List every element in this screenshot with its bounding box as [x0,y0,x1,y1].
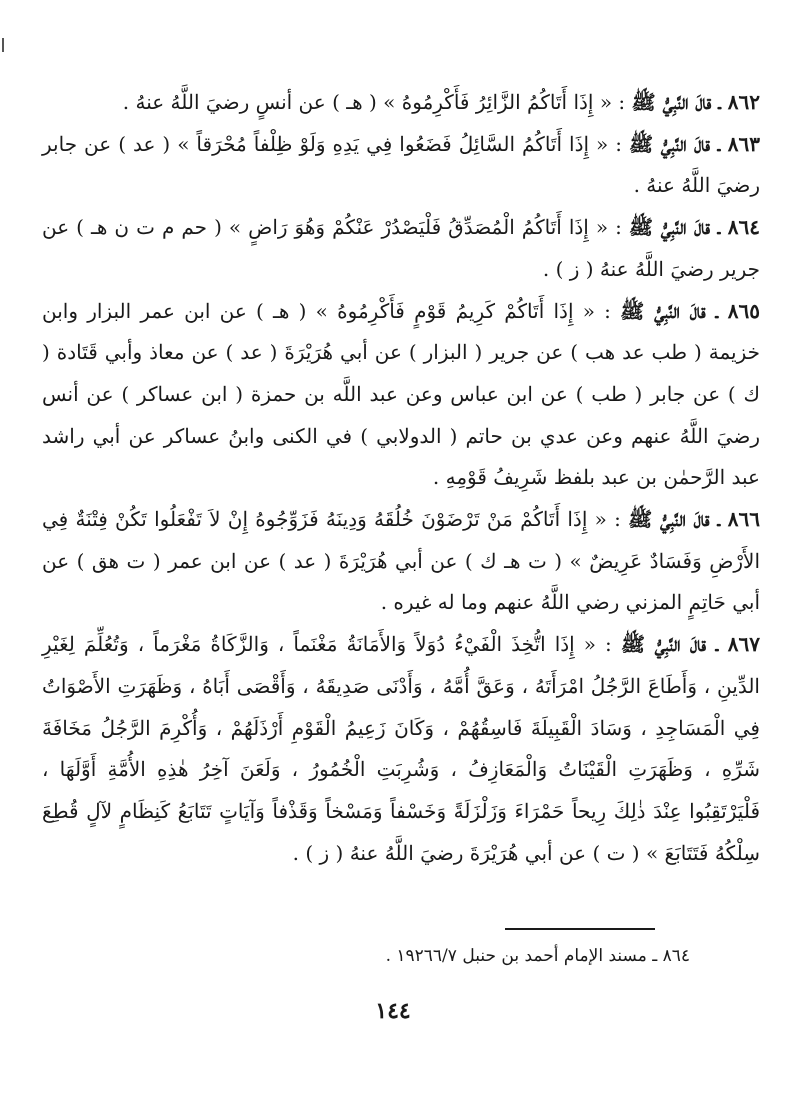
colon: : [608,215,629,240]
hadith-text: « إِذَا اتُّخِذَ الْفَيْءُ دُوَلاً وَالأَمَانَةُ مَغْنَماً ، وَالزَّكَاةُ مَغْرَماً ، وَتُعُلِّمَ لِغَيْرِ الدِّينِ ، وَأَطَاعَ الرَّجُلُ امْرَأَتَهُ ، وَعَقَّ أُمَّهُ ، وَأَدْنَى صَدِيقَهُ ، وَأَقْصَى أَبَاهُ ، وَظَهَرَتِ الأَصْوَاتُ فِي الْمَسَاجِدِ ، وَسَادَ الْقَبِيلَةَ فَاسِقُهُمْ ، وَكَانَ زَعِيمُ الْقَوْمِ أَرْذَلَهُمْ ، وَأُكْرِمَ الرَّجُلُ مَخَافَةَ شَرِّهِ ، وَظَهَرَتِ الْقَيْنَاتُ وَالْمَعَازِفُ ، وَشُرِبَتِ الْخُمُورُ ، وَلَعَنَ آخِرُ هٰذِهِ الأُمَّةِ أَوَّلَهَا ، فَلْيَرْتَقِبُوا عِنْدَ ذٰلِكَ رِيحاً حَمْرَاءَ وَزَلْزَلَةً وَخَسْفاً وَمَسْخاً وَقَذْفاً وَآيَاتٍ تَتَابَعُ كَنِظَامٍ لآلٍ قُطِعَ سِلْكُهُ فَتَتَابَعَ » ( ت ) عن أبي هُرَيْرَةَ رضيَ اللَّهُ عنهُ ( ز ) . [42,632,761,865]
hadith-number: ٨٦٣ [727,131,760,156]
hadith-866 [42,499,760,624]
hadith-text: « إِذَا أَتَاكُمُ السَّائِلُ فَضَعُوا فِي يَدِهِ وَلَوْ ظِلْفاً مُحْرَقاً » ( عد ) عن جابر رضيَ اللَّهُ عنهُ . [42,131,760,198]
separator: ـ [710,131,728,156]
hadith-number: ٨٦٥ [727,298,761,323]
separator: ـ [710,215,728,240]
hadith-number: ٨٦٧ [727,632,761,657]
colon: : [606,507,629,532]
hadith-text: « إِذَا أَتَاكُمُ الزَّائِرُ فَأَكْرِمُوهُ » ( هـ ) عن أنسٍ رضيَ اللَّهُ عنهُ . [122,90,613,114]
hadith-list [42,82,760,874]
hadith-number: ٨٦٤ [727,215,761,240]
hadith-863 [42,124,760,207]
separator: ـ [705,298,728,323]
hadith-867 [42,624,760,874]
hadith-number: ٨٦٦ [727,507,761,532]
hadith-intro: قالَ النَّبِيُّ ﷺ [629,131,711,156]
hadith-text: « إِذَا أَتَاكُمُ الْمُصَدِّقُ فَلْيَصْدُرْ عَنْكُمْ وَهُوَ رَاضٍ » ( حم م ت ن هـ ) عن جرير رضيَ اللَّهُ عنهُ ( ز ) . [42,215,760,281]
separator: ـ [709,507,728,532]
footnote: ٨٦٤ ـ مسند الإمام أحمد بن حنبل ١٩٢٦٦/٧ . [385,946,690,966]
hadith-intro: قالَ النَّبِيُّ ﷺ [620,632,706,657]
hadith-intro: قالَ النَّبِيُّ ﷺ [628,215,711,240]
hadith-number: ٨٦٢ [727,90,760,114]
hadith-862 [42,82,760,124]
hadith-intro: قالَ النَّبِيُّ ﷺ [631,90,712,114]
colon: : [612,90,632,114]
colon: : [608,131,629,156]
colon: : [596,632,621,657]
hadith-865 [42,291,760,500]
hadith-text: « إِذَا أَتَاكُمْ كَرِيمُ قَوْمٍ فَأَكْرِمُوهُ » ( هـ ) عن ابن عمر البزار وابن خزيمة ( طب عد هب ) عن جرير ( البزار ) عن أبي هُرَيْرَةَ ( عد ) عن معاذ وأبي قَتَادة ( ك ) عن جابر ( طب ) عن ابن عباس وعن عبد اللَّه بن حمزة ( ابن عساكر ) عن أنس رضيَ اللَّهُ عنهم وعن عدي بن حاتم ( الدولابي ) في الكنى وابنُ عساكر عن أبي راشد عبد الرَّحمٰن بن عبد بلفظ شَرِيفُ قَوْمِهِ . [42,298,760,490]
page-number: ١٤٤ [375,998,411,1024]
scan-edge-mark [2,38,4,52]
separator: ـ [705,632,728,657]
hadith-text: « إِذَا أَتَاكُمْ مَنْ تَرْضَوْنَ خُلُقَهُ وَدِينَهُ فَزَوِّجُوهُ إِنْ لاَ تَفْعَلُوا تَكُنْ فِتْنَةٌ فِي الأَرْضِ وَفَسَادٌ عَرِيضٌ » ( ت هـ ك ) عن أبي هُرَيْرَةَ ( عد ) عن ابن عمر ( ت هق ) عن أبي حَاتِمٍ المزني رضي اللَّهُ عنهم وما له غيره . [42,507,760,615]
separator: ـ [711,90,728,114]
hadith-intro: قالَ النَّبِيُّ ﷺ [620,298,706,323]
hadith-intro: قالَ النَّبِيُّ ﷺ [628,507,710,532]
footnote-divider [505,928,655,930]
colon: : [594,298,621,323]
hadith-864 [42,207,760,290]
